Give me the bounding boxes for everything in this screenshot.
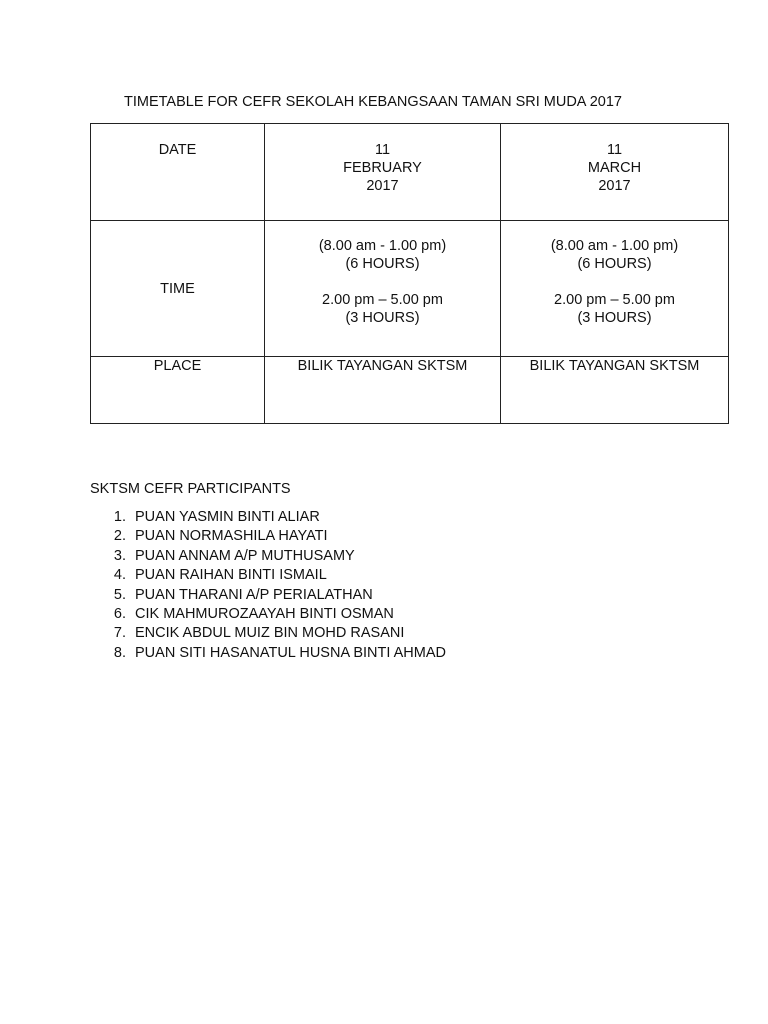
session-1-date-cell [265,124,501,221]
list-item [90,586,446,605]
session-1-place: BILIK TAYANGAN SKTSM [297,358,468,374]
session-2-date-cell [501,124,729,221]
session-1-place-cell [265,357,501,424]
list-item-name: PUAN RAIHAN BINTI ISMAIL [135,567,327,584]
session-2-time-cell [501,221,729,357]
session-1-time-cell [265,221,501,357]
list-item-name: ENCIK ABDUL MUIZ BIN MOHD RASANI [135,625,405,642]
place-label: PLACE [153,358,202,374]
spacer [501,273,728,291]
timetable [90,123,729,424]
table-row-place [91,357,729,424]
list-item [90,527,446,546]
list-item-number: 1. [113,509,126,525]
session-2-time-slot-2: 2.00 pm – 5.00 pm [554,292,675,308]
session-2-place: BILIK TAYANGAN SKTSM [529,358,700,374]
session-1-time-slot-1: (8.00 am - 1.00 pm) [318,238,447,254]
list-item [90,644,446,663]
date-label: DATE [158,142,197,158]
list-item [90,508,446,527]
list-item-number: 6. [113,606,126,623]
participants-heading: SKTSM CEFR PARTICIPANTS [90,481,291,497]
list-item-number: 5. [113,586,126,603]
session-2-place-cell [501,357,729,424]
session-2-time-slot-1-duration: (6 HOURS) [577,256,652,272]
document-title: TIMETABLE FOR CEFR SEKOLAH KEBANGSAAN TAMAN SRI MUDA 2017 [124,94,622,110]
session-1-date-year: 2017 [366,178,399,194]
time-label: TIME [160,280,195,297]
list-item-number: 4. [113,567,126,584]
list-item [90,547,446,566]
table-row-date [91,124,729,221]
session-1-date-day: 11 [374,142,391,158]
spacer [265,273,500,291]
list-item-number: 3. [113,547,126,564]
session-2-time-slot-2-duration: (3 HOURS) [577,310,652,326]
list-item [90,566,446,585]
session-1-time-slot-1-duration: (6 HOURS) [345,256,420,272]
list-item-name: PUAN NORMASHILA HAYATI [135,528,328,545]
table-row-time [91,221,729,357]
list-item-name: PUAN YASMIN BINTI ALIAR [135,509,320,525]
list-item-number: 8. [113,644,126,661]
list-item-name: PUAN THARANI A/P PERIALATHAN [135,586,373,603]
session-2-date-day: 11 [606,142,623,158]
list-item [90,624,446,643]
list-item-name: CIK MAHMUROZAAYAH BINTI OSMAN [135,606,394,623]
participants-list [90,508,446,663]
list-item-name: PUAN ANNAM A/P MUTHUSAMY [135,547,355,564]
list-item-number: 2. [113,528,126,545]
session-1-date-month: FEBRUARY [343,160,422,176]
list-item-name: PUAN SITI HASANATUL HUSNA BINTI AHMAD [135,644,446,661]
session-2-date-year: 2017 [598,178,631,194]
session-2-date-month: MARCH [587,160,642,176]
list-item [90,605,446,624]
session-1-time-slot-2-duration: (3 HOURS) [345,310,420,326]
session-2-time-slot-1: (8.00 am - 1.00 pm) [550,238,679,254]
place-label-cell [91,357,265,424]
time-label-cell [91,221,265,357]
session-1-time-slot-2: 2.00 pm – 5.00 pm [322,292,443,308]
list-item-number: 7. [113,625,126,642]
date-label-cell [91,124,265,221]
